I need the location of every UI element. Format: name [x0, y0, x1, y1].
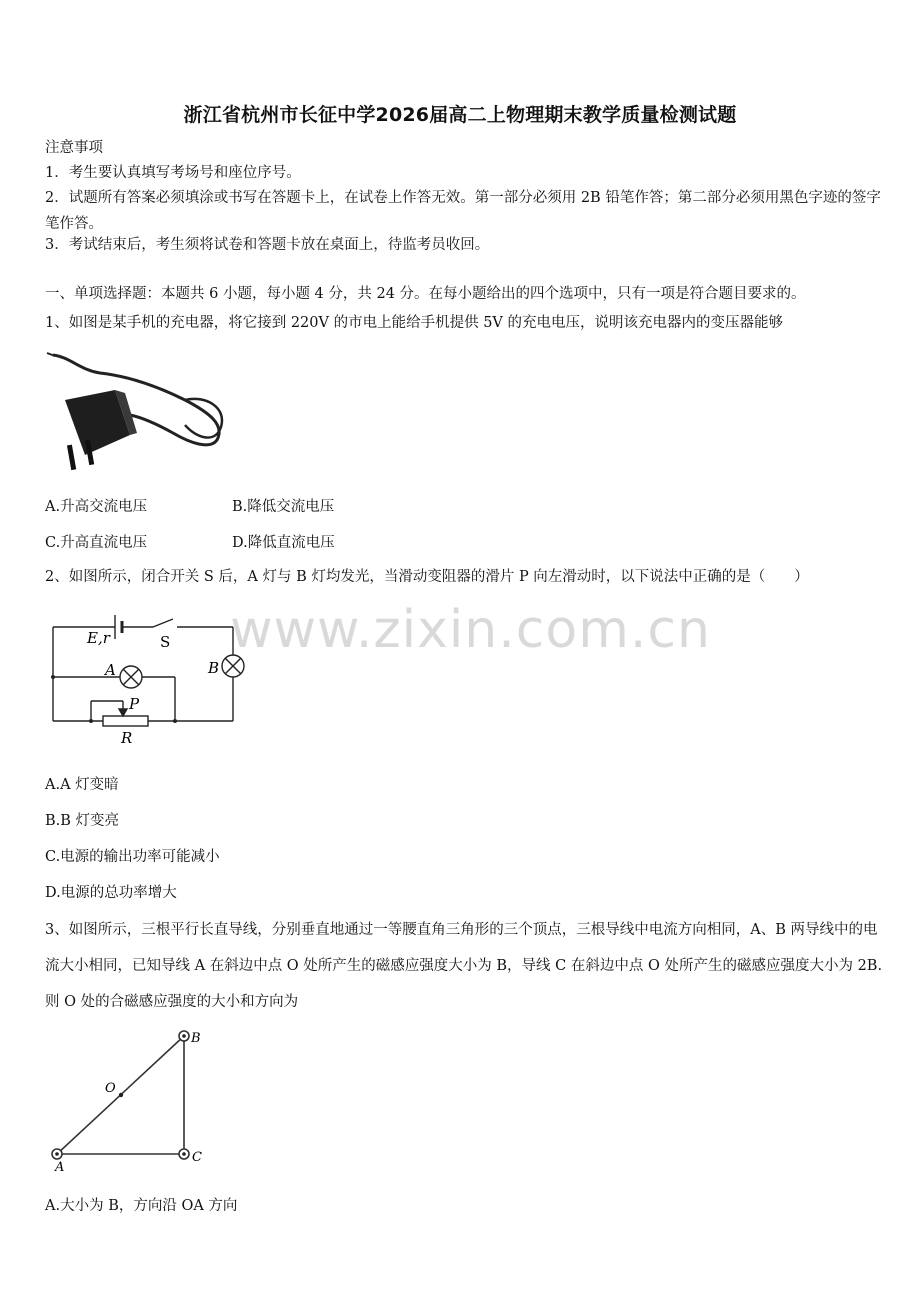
label-lamp-b: B: [208, 659, 220, 677]
notice-item-3: 3．考试结束后，考生须将试卷和答题卡放在桌面上，待监考员收回。: [45, 237, 490, 253]
q1-option-d[interactable]: D.降低直流电压: [232, 535, 335, 551]
label-b: B: [191, 1031, 201, 1046]
label-lamp-a: A: [105, 661, 116, 679]
label-source: E,r: [87, 629, 110, 647]
label-a: A: [55, 1160, 65, 1175]
q2-stem: 2、如图所示，闭合开关 S 后，A 灯与 B 灯均发光，当滑动变阻器的滑片 P 向左滑动时，以下说法中正确的是（ ）: [45, 569, 809, 585]
q2-option-c[interactable]: C.电源的输出功率可能减小: [45, 849, 220, 865]
label-o: O: [105, 1081, 116, 1096]
notice-heading: 注意事项: [45, 140, 103, 156]
charger-image: [45, 345, 230, 480]
label-rheostat: R: [121, 729, 133, 747]
notice-item-1: 1．考生要认真填写考场号和座位序号。: [45, 165, 301, 181]
q2-option-d[interactable]: D.电源的总功率增大: [45, 885, 177, 901]
section-heading: 一、单项选择题：本题共 6 小题，每小题 4 分，共 24 分。在每小题给出的四个选项中，只有一项是符合题目要求的。: [45, 286, 806, 302]
triangle-diagram: [45, 1025, 215, 1175]
q2-option-a[interactable]: A.A 灯变暗: [45, 777, 119, 793]
q1-option-b[interactable]: B.降低交流电压: [232, 499, 335, 515]
label-slider: P: [129, 695, 140, 713]
q3-option-a[interactable]: A.大小为 B，方向沿 OA 方向: [45, 1198, 238, 1214]
watermark: www.zixin.com.cn: [230, 600, 711, 660]
q1-option-a[interactable]: A.升高交流电压: [45, 499, 148, 515]
q2-option-b[interactable]: B.B 灯变亮: [45, 813, 120, 829]
q1-option-c[interactable]: C.升高直流电压: [45, 535, 148, 551]
label-c: C: [192, 1150, 202, 1165]
page-title: 浙江省杭州市长征中学2026届高二上物理期末教学质量检测试题: [183, 104, 737, 126]
q1-stem: 1、如图是某手机的充电器，将它接到 220V 的市电上能给手机提供 5V 的充电电压，说明该充电器内的变压器能够: [45, 315, 784, 331]
notice-item-2: 2．试题所有答案必须填涂或书写在答题卡上，在试卷上作答无效。第一部分必须用 2B 铅笔作答；第二部分必须用黑色字迹的签字笔作答。: [45, 190, 881, 232]
q3-stem: 3、如图所示，三根平行长直导线，分别垂直地通过一等腰直角三角形的三个顶点，三根导线中电流方向相同，A、B 两导线中的电流大小相同，已知导线 A 在斜边中点 O 处所产生的磁感应强度大小为 B，导线 C 在斜边中点 O 处所产生的磁感应强度大小为 2B.则 O 处的合磁感应强度的大小和方向为: [45, 922, 883, 1010]
label-switch: S: [160, 633, 171, 651]
circuit-diagram: [45, 605, 255, 750]
